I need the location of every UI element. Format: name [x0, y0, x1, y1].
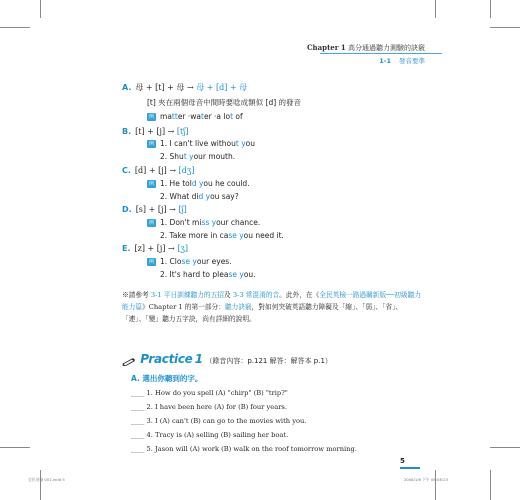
question-item: ____ 1. How do you spell (A) "chirp" (B) "trip?" [131, 389, 288, 397]
rule-result: [tʃ] [176, 127, 189, 136]
print-slug-date: 2008/1/6 下午 06:08:23 [403, 477, 448, 482]
question-item: ____ 4. Tracy is (A) selling (B) sailing her boat. [131, 431, 289, 439]
rule-formula: [z] + [j] → [134, 244, 175, 253]
rule-formula: 母 + [t] + 母 → [135, 83, 194, 92]
rule-result: 母 + [d] + 母 [196, 83, 248, 92]
rule-letter: B. [122, 127, 132, 136]
crop-mark [490, 470, 491, 500]
example-line: 例 matter ‧water ‧a lot of [149, 112, 243, 121]
section-header [379, 56, 425, 65]
part-a-heading: A. 選出你聽到的字。 [131, 374, 203, 383]
example-line: 例 1. He told you he could. [149, 179, 250, 188]
rule-block-e [122, 244, 188, 253]
rule-heading [122, 166, 194, 175]
rule-block-d [122, 205, 187, 214]
rule-letter: E. [122, 244, 131, 253]
example-line: 2. Take more in case you need it. [160, 231, 284, 240]
note-link: 3-1 平日訓練聽力的五招 [150, 291, 224, 299]
practice-header [122, 352, 332, 366]
crop-mark [0, 27, 30, 28]
highlight: t y [235, 139, 246, 148]
highlight: se y [228, 231, 244, 240]
page-number-rule [400, 467, 420, 469]
example-line: 2. It's hard to please you. [160, 270, 256, 279]
rule-heading [122, 244, 188, 253]
chapter-title: 高分通過聽力測驗的訣竅 [348, 44, 425, 52]
rule-block-a [122, 82, 247, 93]
rule-result: [dʒ] [178, 166, 195, 175]
print-slug-file: 全民英檢 001.indd 5 [28, 477, 65, 482]
crop-mark [490, 0, 491, 18]
crop-mark [490, 27, 520, 28]
highlight: t [201, 112, 204, 121]
rule-result: [ʒ] [177, 244, 189, 253]
section-title: 發音要準 [399, 57, 425, 65]
crop-mark [435, 0, 436, 18]
crop-mark [40, 0, 41, 18]
example-line: 例 1. Don't miss your chance. [149, 218, 261, 227]
rule-explanation: [t] 夾在兩個母音中間時要唸成類似 [d] 的發音 [147, 98, 302, 107]
rule-block-b [122, 127, 189, 136]
crop-mark [435, 470, 436, 500]
highlight: d y [198, 192, 211, 201]
highlight: t [230, 112, 234, 121]
practice-title: Practice [140, 352, 193, 366]
note-link: 3-3 常混淆的音 [232, 291, 280, 299]
example-line: 2. What did you say? [160, 192, 239, 201]
rule-letter: C. [122, 166, 131, 175]
rule-result: [ʃ] [178, 205, 187, 214]
highlight: tt [171, 112, 178, 121]
rule-formula: [d] + [j] → [134, 166, 177, 175]
chapter-label: Chapter 1 [306, 43, 346, 52]
example-badge: 例 [149, 259, 155, 265]
example-badge: 例 [149, 181, 155, 187]
rule-letter: A. [122, 83, 132, 92]
practice-number: 1 [194, 352, 204, 366]
question-item: ____ 3. I (A) can't (B) can go to the movies with you. [131, 417, 307, 425]
example-badge: 例 [149, 141, 155, 147]
header-rule [320, 53, 442, 54]
question-item: ____ 5. Jason will (A) work (B) walk on the roof tomorrow morning. [131, 445, 357, 453]
rule-letter: D. [122, 205, 132, 214]
page-number: 5 [400, 457, 405, 465]
crop-mark [0, 447, 30, 448]
highlight: t y [183, 152, 194, 161]
highlight: ss y [201, 218, 217, 227]
rule-formula: [s] + [j] → [135, 205, 176, 214]
note-link: 聽力訣竅 [224, 303, 252, 311]
example-line: 2. Shut your mouth. [160, 152, 236, 161]
practice-info: （錄音內容：p.121 解答：解答本 p.1） [205, 357, 332, 365]
note-link: 全民英檢一路過關新版──初級聽力能力篇 [122, 291, 421, 311]
example-badge: 例 [149, 114, 155, 120]
example-line: 例 1. Close your eyes. [149, 257, 232, 266]
section-number: 1-1 [379, 57, 391, 65]
pencil-icon [122, 357, 136, 366]
reference-note: ※請參考 3-1 平日訓練聽力的五招及 3-3 常混淆的音。此外，在《全民英檢一路過關新版──初級聽力能力篇》Chapter 1 的第一部分：聽力訣竅，對如何突破英語聽力障礙及「縮」、「弱」、「省」、「連」、「變」聽力五字訣，尚有詳細的說明。 [122, 291, 421, 323]
rule-heading [122, 82, 247, 93]
running-header [307, 43, 425, 53]
example-line: 例 1. I can't live without you [149, 139, 255, 148]
crop-mark [40, 470, 41, 500]
question-item: ____ 2. I have been here (A) for (B) four years. [131, 403, 287, 411]
highlight: se y [228, 270, 244, 279]
rule-heading [122, 205, 187, 214]
rule-formula: [t] + [j] → [135, 127, 175, 136]
rule-block-c [122, 166, 194, 175]
example-badge: 例 [149, 220, 155, 226]
rule-heading [122, 127, 189, 136]
crop-mark [490, 447, 520, 448]
highlight: d y [191, 179, 204, 188]
highlight: se y [181, 257, 197, 266]
